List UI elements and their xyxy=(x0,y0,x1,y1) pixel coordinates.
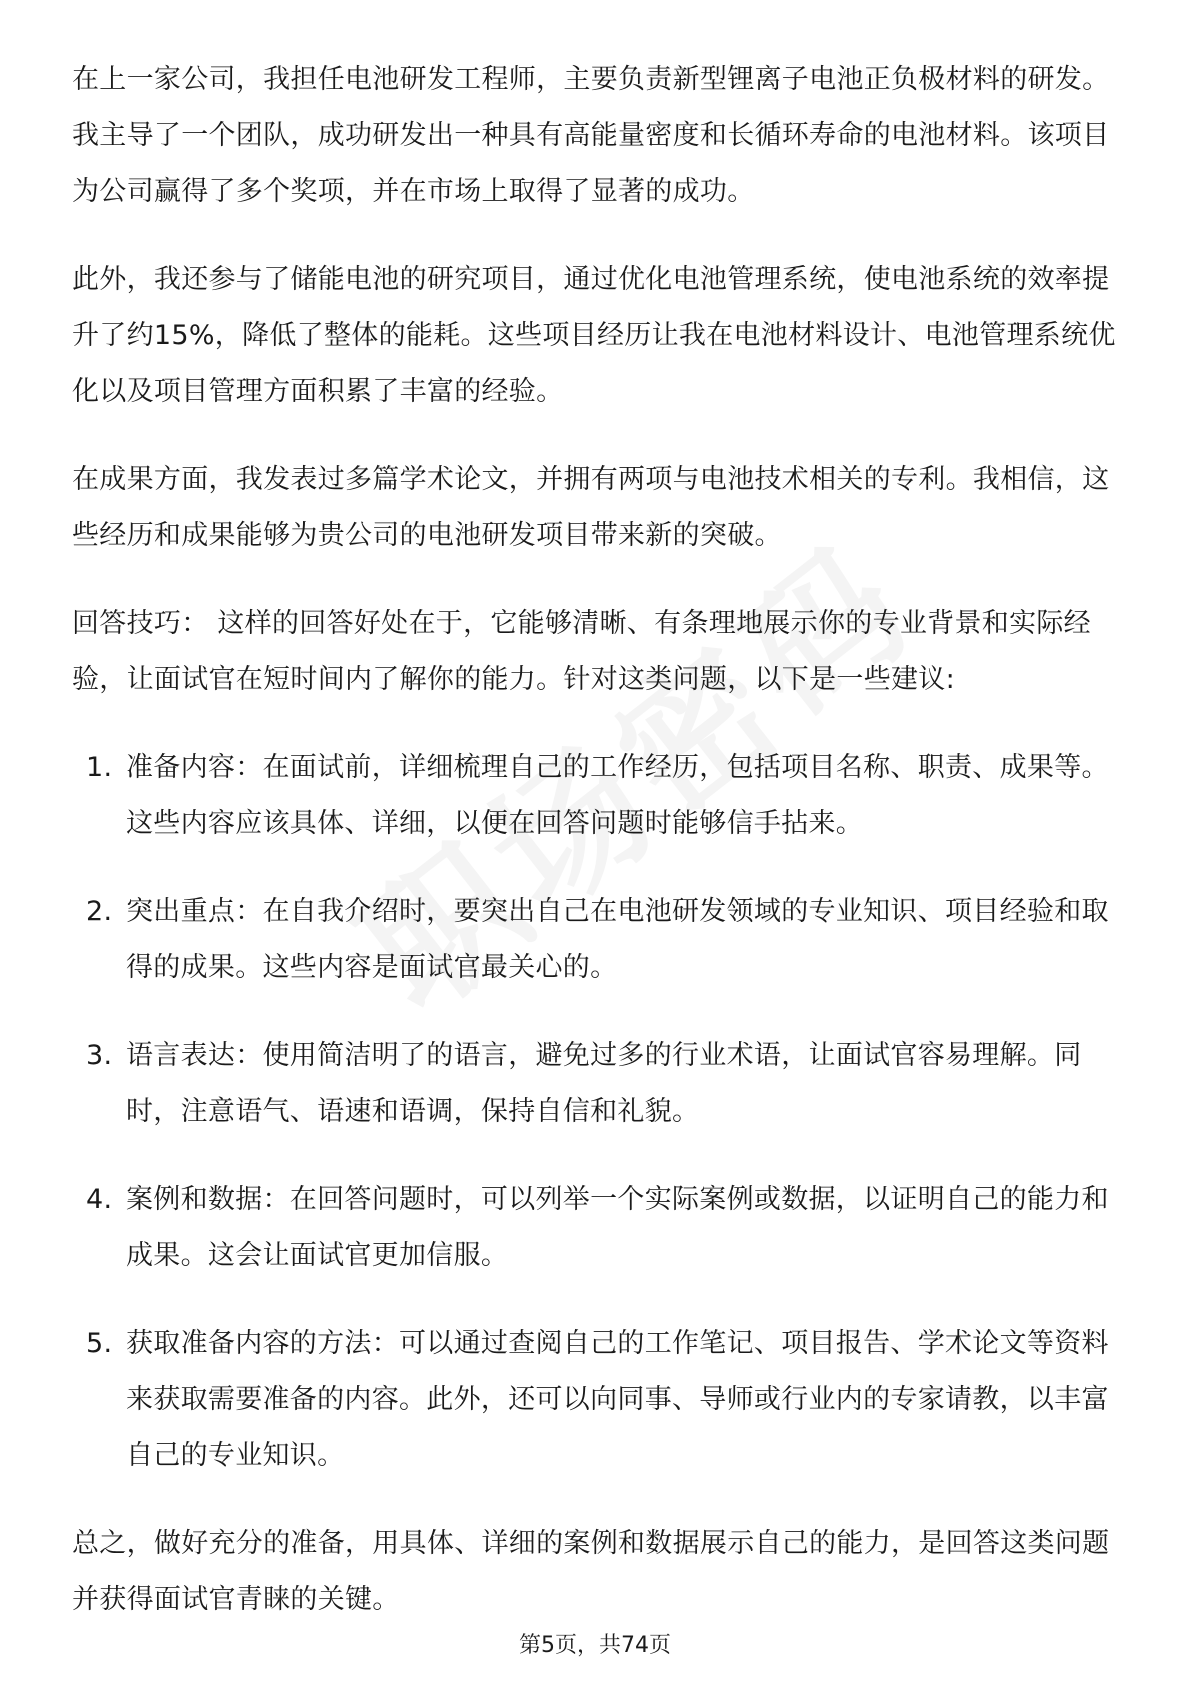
page-footer xyxy=(0,1628,1190,1659)
list-item xyxy=(72,740,1122,852)
list-number: 1. xyxy=(86,752,113,783)
document-body xyxy=(72,52,1122,1660)
list-item-text: 语言表达：使用简洁明了的语言，避免过多的行业术语，让面试官容易理解。同时，注意语气、语速和语调，保持自信和礼貌。 xyxy=(126,1040,1082,1127)
tips-list xyxy=(72,740,1122,1484)
list-item xyxy=(72,884,1122,996)
list-number: 4. xyxy=(86,1184,113,1215)
list-item xyxy=(72,1172,1122,1284)
paragraph-energy-storage: 此外，我还参与了储能电池的研究项目，通过优化电池管理系统，使电池系统的效率提升了约15%，降低了整体的能耗。这些项目经历让我在电池材料设计、电池管理系统优化以及项目管理方面积累了丰富的经验。 xyxy=(72,264,1116,407)
paragraph-previous-role: 在上一家公司，我担任电池研发工程师，主要负责新型锂离子电池正负极材料的研发。我主导了一个团队，成功研发出一种具有高能量密度和长循环寿命的电池材料。该项目为公司赢得了多个奖项，并在市场上取得了显著的成功。 xyxy=(72,64,1110,207)
list-number: 5. xyxy=(86,1328,113,1359)
page-number: 第5页，共74页 xyxy=(519,1633,671,1658)
paragraph-conclusion: 总之，做好充分的准备，用具体、详细的案例和数据展示自己的能力，是回答这类问题并获得面试官青睐的关键。 xyxy=(72,1528,1110,1615)
list-number: 3. xyxy=(86,1040,113,1071)
list-item xyxy=(72,1028,1122,1140)
paragraph-answer-tips: 回答技巧： 这样的回答好处在于，它能够清晰、有条理地展示你的专业背景和实际经验，让面试官在短时间内了解你的能力。针对这类问题，以下是一些建议: xyxy=(72,608,1091,695)
list-item-text: 突出重点：在自我介绍时，要突出自己在电池研发领域的专业知识、项目经验和取得的成果。这些内容是面试官最关心的。 xyxy=(126,896,1109,983)
list-item xyxy=(72,1316,1122,1484)
list-item-text: 案例和数据：在回答问题时，可以列举一个实际案例或数据，以证明自己的能力和成果。这会让面试官更加信服。 xyxy=(126,1184,1109,1271)
list-number: 2. xyxy=(86,896,113,927)
list-item-text: 准备内容：在面试前，详细梳理自己的工作经历，包括项目名称、职责、成果等。这些内容应该具体、详细，以便在回答问题时能够信手拈来。 xyxy=(126,752,1109,839)
list-item-text: 获取准备内容的方法：可以通过查阅自己的工作笔记、项目报告、学术论文等资料来获取需要准备的内容。此外，还可以向同事、导师或行业内的专家请教，以丰富自己的专业知识。 xyxy=(126,1328,1109,1471)
paragraph-achievements: 在成果方面，我发表过多篇学术论文，并拥有两项与电池技术相关的专利。我相信，这些经历和成果能够为贵公司的电池研发项目带来新的突破。 xyxy=(72,464,1110,551)
